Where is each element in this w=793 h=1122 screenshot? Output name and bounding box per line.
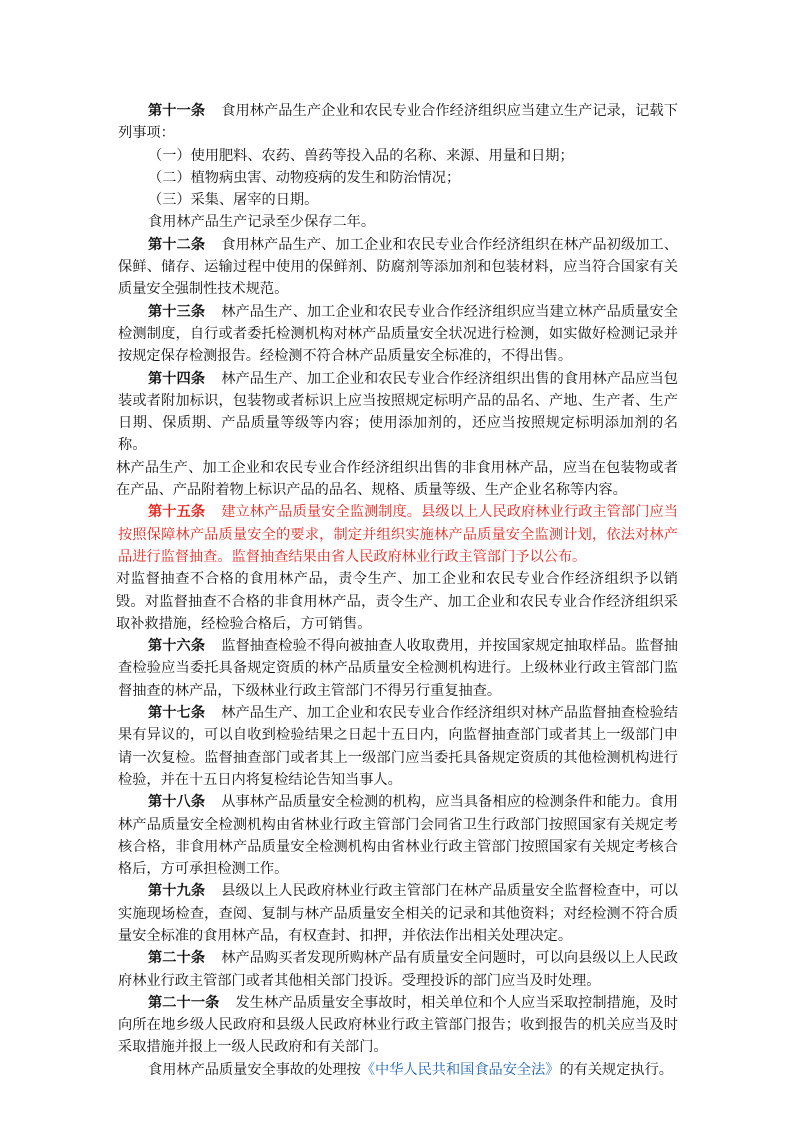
article-15-label: 第十五条	[148, 504, 206, 521]
article-12-text: 食用林产品生产、加工企业和农民专业合作经济组织在林产品初级加工、保鲜、储存、运输过程中使用的保鲜剂、防腐剂等添加剂和包装材料，应当符合国家有关质量安全强制性技术规范。	[118, 236, 678, 298]
article-21-extra-before: 食用林产品质量安全事故的处理按	[148, 1061, 361, 1078]
article-11-note: 食用林产品生产记录至少保存二年。	[148, 214, 376, 231]
article-11-label: 第十一条	[148, 103, 206, 119]
article-21-text: 发生林产品质量安全事故时，相关单位和个人应当采取控制措施，及时向所在地乡级人民政府和县级人民政府林业行政主管部门报告；收到报告的机关应当及时采取措施并报上一级人民政府和有关部门。	[118, 994, 678, 1056]
article-21-label: 第二十一条	[148, 994, 220, 1011]
article-12	[118, 234, 678, 301]
article-15-text: 建立林产品质量安全监测制度。县级以上人民政府林业行政主管部门应当按照保障林产品质量安全的要求，制定并组织实施林产品质量安全监测计划，依法对林产品进行监督抽查。监督抽查结果由省人民政府林业行政主管部门予以公布。	[118, 504, 678, 565]
article-19-text: 县级以上人民政府林业行政主管部门在林产品质量安全监督检查中，可以实施现场检查，查阅、复制与林产品质量安全相关的记录和其他资料；对经检测不符合质量安全标准的食用林产品，有权查封、扣押，并依法作出相关处理决定。	[118, 883, 678, 944]
article-14	[118, 368, 678, 457]
article-17	[118, 702, 678, 791]
article-18-text: 从事林产品质量安全检测的机构，应当具备相应的检测条件和能力。食用林产品质量安全检测机构由省林业行政主管部门会同省卫生行政部门按照国家有关规定考核合格，非食用林产品质量安全检测机构由省林业行政主管部门按照国家有关规定考核合格后，方可承担检测工作。	[118, 794, 678, 878]
article-12-label: 第十二条	[148, 236, 206, 253]
article-13	[118, 301, 678, 368]
article-21-extra-after: 的有关规定执行。	[559, 1061, 673, 1078]
article-14-label: 第十四条	[148, 370, 206, 387]
article-21	[118, 992, 678, 1059]
article-16-text: 监督抽查检验不得向被抽查人收取费用，并按国家规定抽取样品。监督抽查检验应当委托具备规定资质的林产品质量安全检测机构进行。上级林业行政主管部门监督抽查的林产品，下级林业行政主管部门不得另行重复抽查。	[118, 638, 678, 699]
article-14-text: 林产品生产、加工企业和农民专业合作经济组织出售的食用林产品应当包装或者附加标识，包装物或者标识上应当按照规定标明产品的品名、产地、生产者、生产日期、保质期、产品质量等级等内容；使用添加剂的，还应当按照规定标明添加剂的名称。	[118, 370, 678, 454]
article-16	[118, 635, 678, 702]
food-safety-law-link[interactable]: 《中华人民共和国食品安全法》	[360, 1061, 560, 1078]
article-14-extra: 林产品生产、加工企业和农民专业合作经济组织出售的非食用林产品，应当在包装物或者在产品、产品附着物上标识产品的品名、规格、质量等级、生产企业名称等内容。	[116, 459, 678, 499]
article-20-text: 林产品购买者发现所购林产品有质量安全问题时，可以向县级以上人民政府林业行政主管部门或者其他相关部门投诉。受理投诉的部门应当及时处理。	[118, 950, 678, 989]
article-15-extra: 对监督抽查不合格的食用林产品，责令生产、加工企业和农民专业合作经济组织予以销毁。对监督抽查不合格的非食用林产品，责令生产、加工企业和农民专业合作经济组织采取补救措施，经检验合格后，方可销售。	[116, 571, 678, 632]
article-18	[118, 791, 678, 880]
article-21-extra	[118, 1059, 678, 1081]
article-15	[118, 501, 678, 568]
article-11	[118, 100, 678, 145]
article-19	[118, 880, 678, 947]
article-13-text: 林产品生产、加工企业和农民专业合作经济组织应当建立林产品质量安全检测制度，自行或者委托检测机构对林产品质量安全状况进行检测，如实做好检测记录并按规定保存检测报告。经检测不符合林产品质量安全标准的，不得出售。	[118, 303, 678, 365]
article-11-item-2: （二）植物病虫害、动物疫病的发生和防治情况；	[148, 169, 461, 186]
article-18-label: 第十八条	[148, 794, 206, 811]
article-19-label: 第十九条	[148, 883, 206, 900]
article-11-item-3: （三）采集、屠宰的日期。	[148, 192, 319, 209]
article-13-label: 第十三条	[148, 303, 206, 320]
article-17-text: 林产品生产、加工企业和农民专业合作经济组织对林产品监督抽查检验结果有异议的，可以自收到检验结果之日起十五日内，向监督抽查部门或者其上一级部门申请一次复检。监督抽查部门或者其上一级部门应当委托具备规定资质的其他检测机构进行检验，并在十五日内将复检结论告知当事人。	[118, 705, 678, 788]
article-20-label: 第二十条	[148, 950, 206, 967]
article-20	[118, 947, 678, 992]
article-17-label: 第十七条	[148, 705, 206, 722]
article-11-item-1: （一）使用肥料、农药、兽药等投入品的名称、来源、用量和日期；	[148, 147, 574, 164]
article-11-text: 食用林产品生产企业和农民专业合作经济组织应当建立生产记录，记载下列事项：	[118, 103, 678, 142]
article-16-label: 第十六条	[148, 638, 206, 655]
regulation-text	[118, 100, 678, 1081]
